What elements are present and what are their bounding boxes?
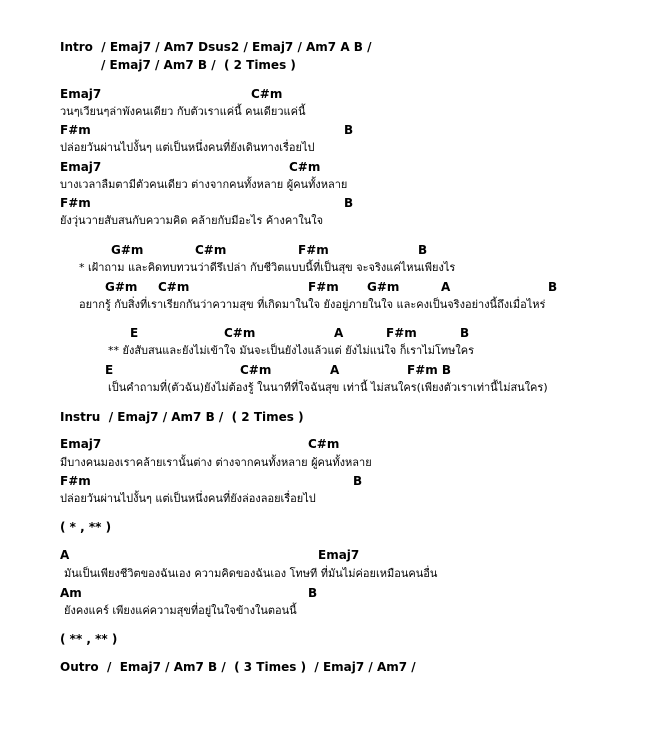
chord: A (60, 548, 70, 562)
lyric-line: * เฝ้าถาม และคิดทบทวนว่าดีรึเปล่า กับชีวิตแบบนี้ที่เป็นสุข จะจริงแค่ไหนเพียงไร (79, 261, 456, 274)
chord: C#m (308, 437, 340, 451)
chord: B (418, 243, 428, 257)
chord: C#m (158, 280, 190, 294)
chord: C#m (240, 363, 272, 377)
chord: C#m (289, 160, 321, 174)
chord: Emaj7 (60, 437, 102, 451)
chord: F#m B (407, 363, 452, 377)
chord: B (308, 586, 318, 600)
chord: B (460, 326, 470, 340)
repeat-marker: ( * , ** ) (60, 520, 112, 534)
outro-line: Outro / Emaj7 / Am7 B / ( 3 Times ) / Emaj7 / Am7 / (60, 660, 416, 674)
chord: A (441, 280, 451, 294)
chord: E (130, 326, 139, 340)
intro-line-2: / Emaj7 / Am7 B / ( 2 Times ) (101, 58, 296, 72)
chord: Emaj7 (318, 548, 360, 562)
lyric-line: มีบางคนมองเราคล้ายเรานั้นต่าง ต่างจากคนทั้งหลาย ผู้คนทั้งหลาย (60, 456, 372, 469)
lyric-line: บางเวลาลืมตามีตัวคนเดียว ต่างจากคนทั้งหลาย ผู้คนทั้งหลาย (60, 178, 348, 191)
chord: B (353, 474, 363, 488)
chord: F#m (60, 474, 91, 488)
chord: G#m (105, 280, 138, 294)
chord: C#m (251, 87, 283, 101)
chord: B (344, 196, 354, 210)
lyric-line: อยากรู้ กับสิ่งที่เราเรียกกันว่าความสุข ที่เกิดมาในใจ ยังอยู่ภายในใจ และคงเป็นจริงอย่างนี้ถึงเมื่อไหร่ (79, 298, 546, 311)
lyric-line: ** ยังสับสนและยังไม่เข้าใจ มันจะเป็นยังไงแล้วแต่ ยังไม่แน่ใจ ก็เราไม่โทษใคร (108, 344, 475, 357)
lyric-line: ปล่อยวันผ่านไปงั้นๆ แต่เป็นหนึ่งคนที่ยังเดินทางเรื่อยไป (60, 141, 315, 154)
lyric-line: เป็นคำถามที่(ตัวฉัน)ยังไม่ต้องรู้ ในนาทีที่ใจฉันสุข เท่านี้ ไม่สนใคร(เพียงตัวเราเท่านี้ไม่สนใคร) (108, 381, 548, 394)
instrumental-line: Instru / Emaj7 / Am7 B / ( 2 Times ) (60, 410, 304, 424)
chord: Emaj7 (60, 160, 102, 174)
chord: A (334, 326, 344, 340)
chord: F#m (298, 243, 329, 257)
lyric-line: มันเป็นเพียงชีวิตของฉันเอง ความคิดของฉันเอง โทษที ที่มันไม่ค่อยเหมือนคนอื่น (64, 567, 438, 580)
chord: F#m (60, 123, 91, 137)
chord: F#m (60, 196, 91, 210)
chord: C#m (195, 243, 227, 257)
chord: Emaj7 (60, 87, 102, 101)
chord: F#m (308, 280, 339, 294)
chord: C#m (224, 326, 256, 340)
intro-line-1: Intro / Emaj7 / Am7 Dsus2 / Emaj7 / Am7 A B / (60, 40, 372, 54)
lyric-line: ยังวุ่นวายสับสนกับความคิด คล้ายกับมีอะไร ค้างคาในใจ (60, 214, 324, 227)
repeat-marker: ( ** , ** ) (60, 632, 118, 646)
chord: B (548, 280, 558, 294)
chord: G#m (367, 280, 400, 294)
lyric-line: วนๆเวียนๆล่าพังคนเดียว กับตัวเราแค่นี้ คนเดียวแค่นี้ (60, 105, 306, 118)
chord: B (344, 123, 354, 137)
chord: G#m (111, 243, 144, 257)
chord: Am (60, 586, 82, 600)
chord: E (105, 363, 114, 377)
lyric-line: ปล่อยวันผ่านไปงั้นๆ แต่เป็นหนึ่งคนที่ยังล่องลอยเรื่อยไป (60, 492, 316, 505)
lyric-line: ยังคงแคร์ เพียงแค่ความสุขที่อยู่ในใจข้างในตอนนี้ (64, 604, 297, 617)
chord: F#m (386, 326, 417, 340)
chord: A (330, 363, 340, 377)
